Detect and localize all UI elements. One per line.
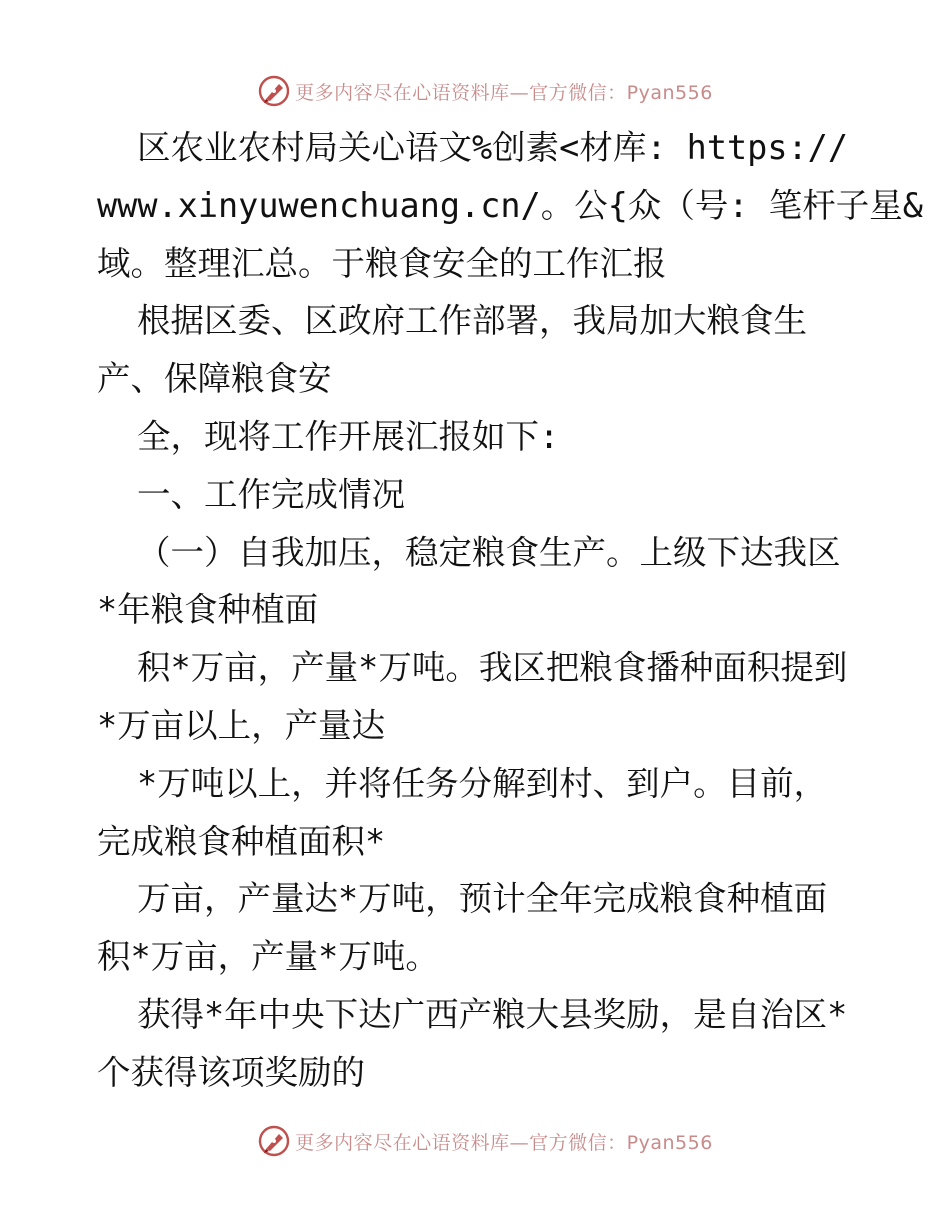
body-line: 个获得该项奖励的 [97, 1052, 365, 1092]
body-line: *万吨以上，并将任务分解到村、到户。目前， [137, 763, 828, 803]
body-line: 域。整理汇总。于粮食安全的工作汇报 [97, 243, 667, 283]
body-line: 万亩，产量达*万吨，预计全年完成粮食种植面 [137, 879, 828, 919]
footer-watermark [0, 1121, 950, 1161]
body-line: 根据区委、区政府工作部署，我局加大粮食生 [137, 301, 807, 341]
body-line: 完成粮食种植面积* [97, 821, 386, 861]
body-line: *万亩以上，产量达 [97, 705, 386, 745]
body-line: www.xinyuwenchuang.cn/。公{众（号: 笔杆子星& [97, 185, 923, 225]
body-line: 全，现将工作开展汇报如下: [137, 416, 560, 456]
body-line: （一）自我加压，稳定粮食生产。上级下达我区 [137, 532, 841, 572]
body-line: 积*万亩，产量*万吨。我区把粮食播种面积提到 [137, 648, 848, 688]
watermark-text: 更多内容尽在心语资料库—官方微信：Pyan556 [295, 1131, 713, 1154]
document-body [97, 119, 923, 1102]
header-watermark [0, 71, 950, 111]
watermark-text: 更多内容尽在心语资料库—官方微信：Pyan556 [295, 81, 713, 104]
body-line: 积*万亩，产量*万吨。 [97, 937, 439, 977]
section-heading: 一、工作完成情况 [137, 474, 405, 514]
watermark-group [257, 74, 713, 108]
body-line: 产、保障粮食安 [97, 359, 332, 399]
body-line: *年粮食种植面 [97, 590, 319, 630]
body-line: 区农业农村局关心语文%创素<材库: https:// [137, 128, 849, 167]
body-line: 获得*年中央下达广西产粮大县奖励，是自治区* [137, 994, 848, 1034]
watermark-group [257, 1124, 713, 1158]
pen-logo-icon [257, 1124, 291, 1158]
pen-logo-icon [257, 74, 291, 108]
